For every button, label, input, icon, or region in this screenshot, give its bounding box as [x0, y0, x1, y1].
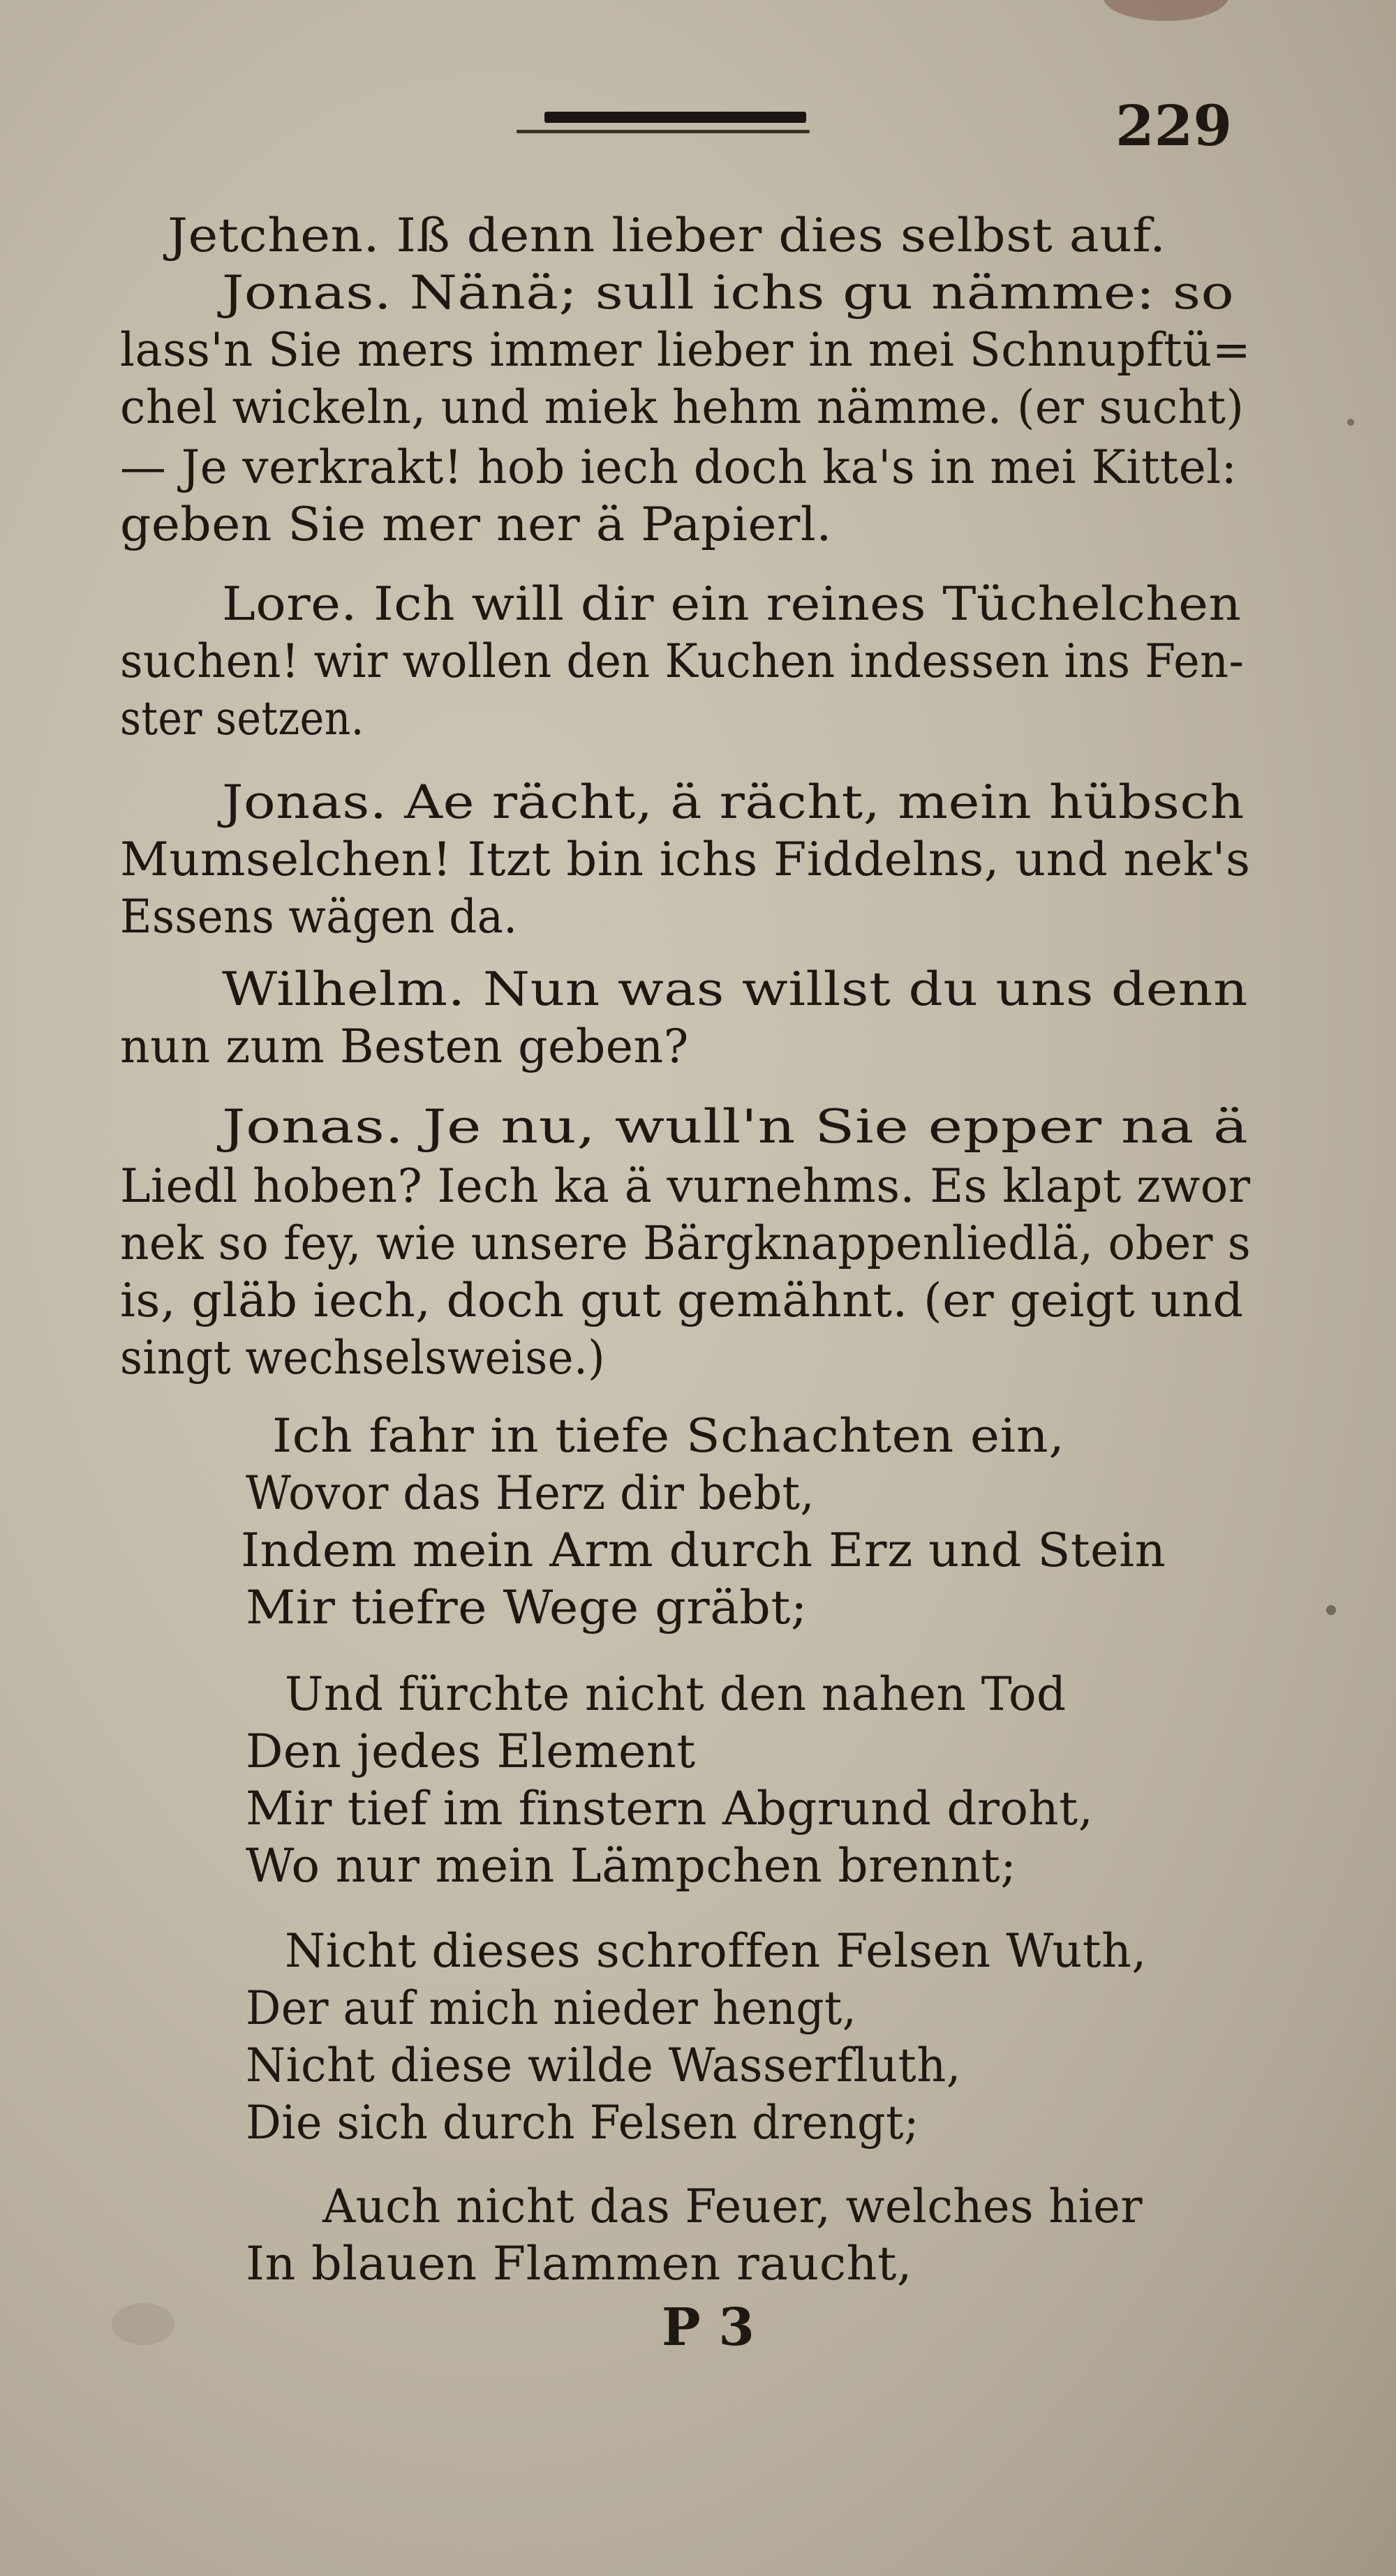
paper-stain: [1103, 0, 1228, 21]
header-rule: [544, 112, 806, 135]
text-line: Wo nur mein Lämpchen brennt;: [246, 1839, 1017, 1893]
text-line: Lore. Ich will dir ein reines Tüchelchen: [222, 577, 1242, 631]
text-line: Auch nicht das Feuer, welches hier: [322, 2180, 1143, 2233]
text-line: Indem mein Arm durch Erz und Stein: [241, 1524, 1166, 1577]
text-line: is, gläb iech, doch gut gemähnt. (er geigt und: [120, 1274, 1244, 1327]
text-line: Die sich durch Felsen drengt;: [246, 2096, 919, 2150]
text-line: Der auf mich nieder hengt,: [246, 1981, 857, 2035]
text-line: ster setzen.: [120, 692, 364, 745]
text-line: Jonas. Ae rächt, ä rächt, mein hübsch: [222, 775, 1245, 829]
page-number: 229: [1115, 93, 1232, 158]
text-line: Jetchen. Iß denn lieber dies selbst auf.: [168, 209, 1166, 262]
paper-stain: [1347, 419, 1354, 426]
text-line: Liedl hoben? Iech ka ä vurnehms. Es klapt zwor: [120, 1159, 1251, 1213]
text-line: Jonas. Je nu, wull'n Sie epper na ä: [222, 1100, 1249, 1154]
paper-stain: [1326, 1605, 1336, 1615]
text-line: Nicht dieses schroffen Felsen Wuth,: [285, 1924, 1147, 1978]
text-line: Und fürchte nicht den nahen Tod: [285, 1667, 1067, 1721]
text-line: Wilhelm. Nun was willst du uns denn: [222, 962, 1249, 1016]
text-line: — Je verkrakt! hob iech doch ka's in mei Kittel:: [120, 440, 1238, 494]
text-line: suchen! wir wollen den Kuchen indessen ins Fen-: [120, 634, 1245, 688]
text-line: nun zum Besten geben?: [120, 1020, 689, 1073]
text-line: Mir tief im finstern Abgrund droht,: [246, 1782, 1094, 1836]
text-line: Mir tiefre Wege gräbt;: [246, 1581, 808, 1635]
text-line: Ich fahr in tiefe Schachten ein,: [272, 1409, 1065, 1463]
text-line: Den jedes Element: [246, 1725, 696, 1778]
text-line: Jonas. Nänä; sull ichs gu nämme: so: [222, 266, 1235, 320]
text-line: nek so fey, wie unsere Bärgknappenliedlä, ober s: [120, 1216, 1252, 1270]
text-line: singt wechselsweise.): [120, 1331, 605, 1385]
paper-stain: [112, 2303, 174, 2345]
text-line: Nicht diese wilde Wasserfluth,: [246, 2039, 962, 2092]
text-line: lass'n Sie mers immer lieber in mei Schnupftü=: [120, 323, 1252, 377]
text-line: Mumselchen! Itzt bin ichs Fiddelns, und nek's: [120, 833, 1251, 886]
text-line: chel wickeln, und miek hehm nämme. (er sucht): [120, 380, 1245, 434]
text-line: In blauen Flammen raucht,: [246, 2237, 913, 2291]
text-line: Wovor das Herz dir bebt,: [246, 1466, 815, 1520]
text-line: Essens wägen da.: [120, 890, 518, 944]
signature-mark: P 3: [662, 2298, 755, 2358]
text-line: geben Sie mer ner ä Papierl.: [120, 498, 832, 551]
